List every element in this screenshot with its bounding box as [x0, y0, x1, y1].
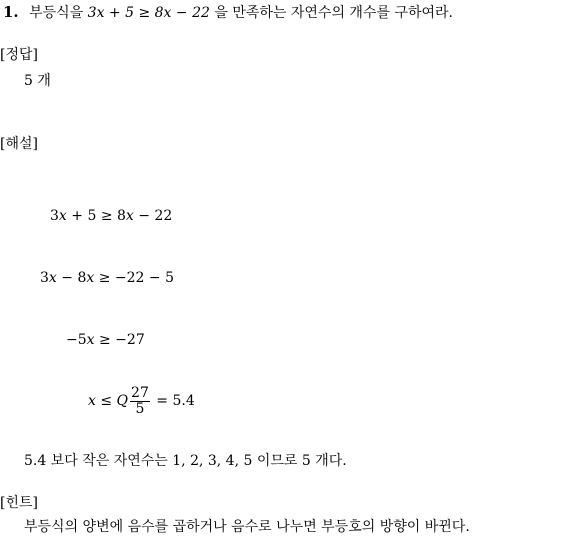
answer-value: 5 개 — [24, 73, 51, 89]
problem-number: 1. — [3, 3, 19, 21]
answer-label: [정답] — [0, 47, 38, 63]
solution-label: [해설] — [0, 136, 38, 152]
solution-step-4: x ≤ Q $\frac{27}{5}$ = 5.4 — [88, 385, 195, 417]
hint-text: 부등식의 양변에 음수를 곱하거나 음수로 나누면 부등호의 방향이 바뀐다. — [24, 519, 470, 535]
problem-text-end: 을 만족하는 자연수의 개수를 구하여라. — [209, 5, 453, 21]
solution-conclusion: 5.4 보다 작은 자연수는 1, 2, 3, 4, 5 이므로 5 개다. — [24, 453, 347, 469]
solution-step-2: 3x − 8x ≥ −22 − 5 — [40, 270, 174, 286]
problem-expression: 3x + 5 ≥ 8x − 22 — [87, 5, 210, 21]
problem-line — [3, 2, 453, 22]
fraction-denominator: 5 — [135, 400, 145, 417]
hint-label: [힌트] — [0, 495, 38, 511]
fraction-numerator: 27 — [131, 385, 149, 401]
fraction — [130, 386, 150, 416]
problem-text-start: 부등식을 — [29, 5, 88, 21]
solution-step-1: 3x + 5 ≥ 8x − 22 — [50, 208, 173, 224]
solution-step-3: −5x ≥ −27 — [66, 332, 145, 348]
